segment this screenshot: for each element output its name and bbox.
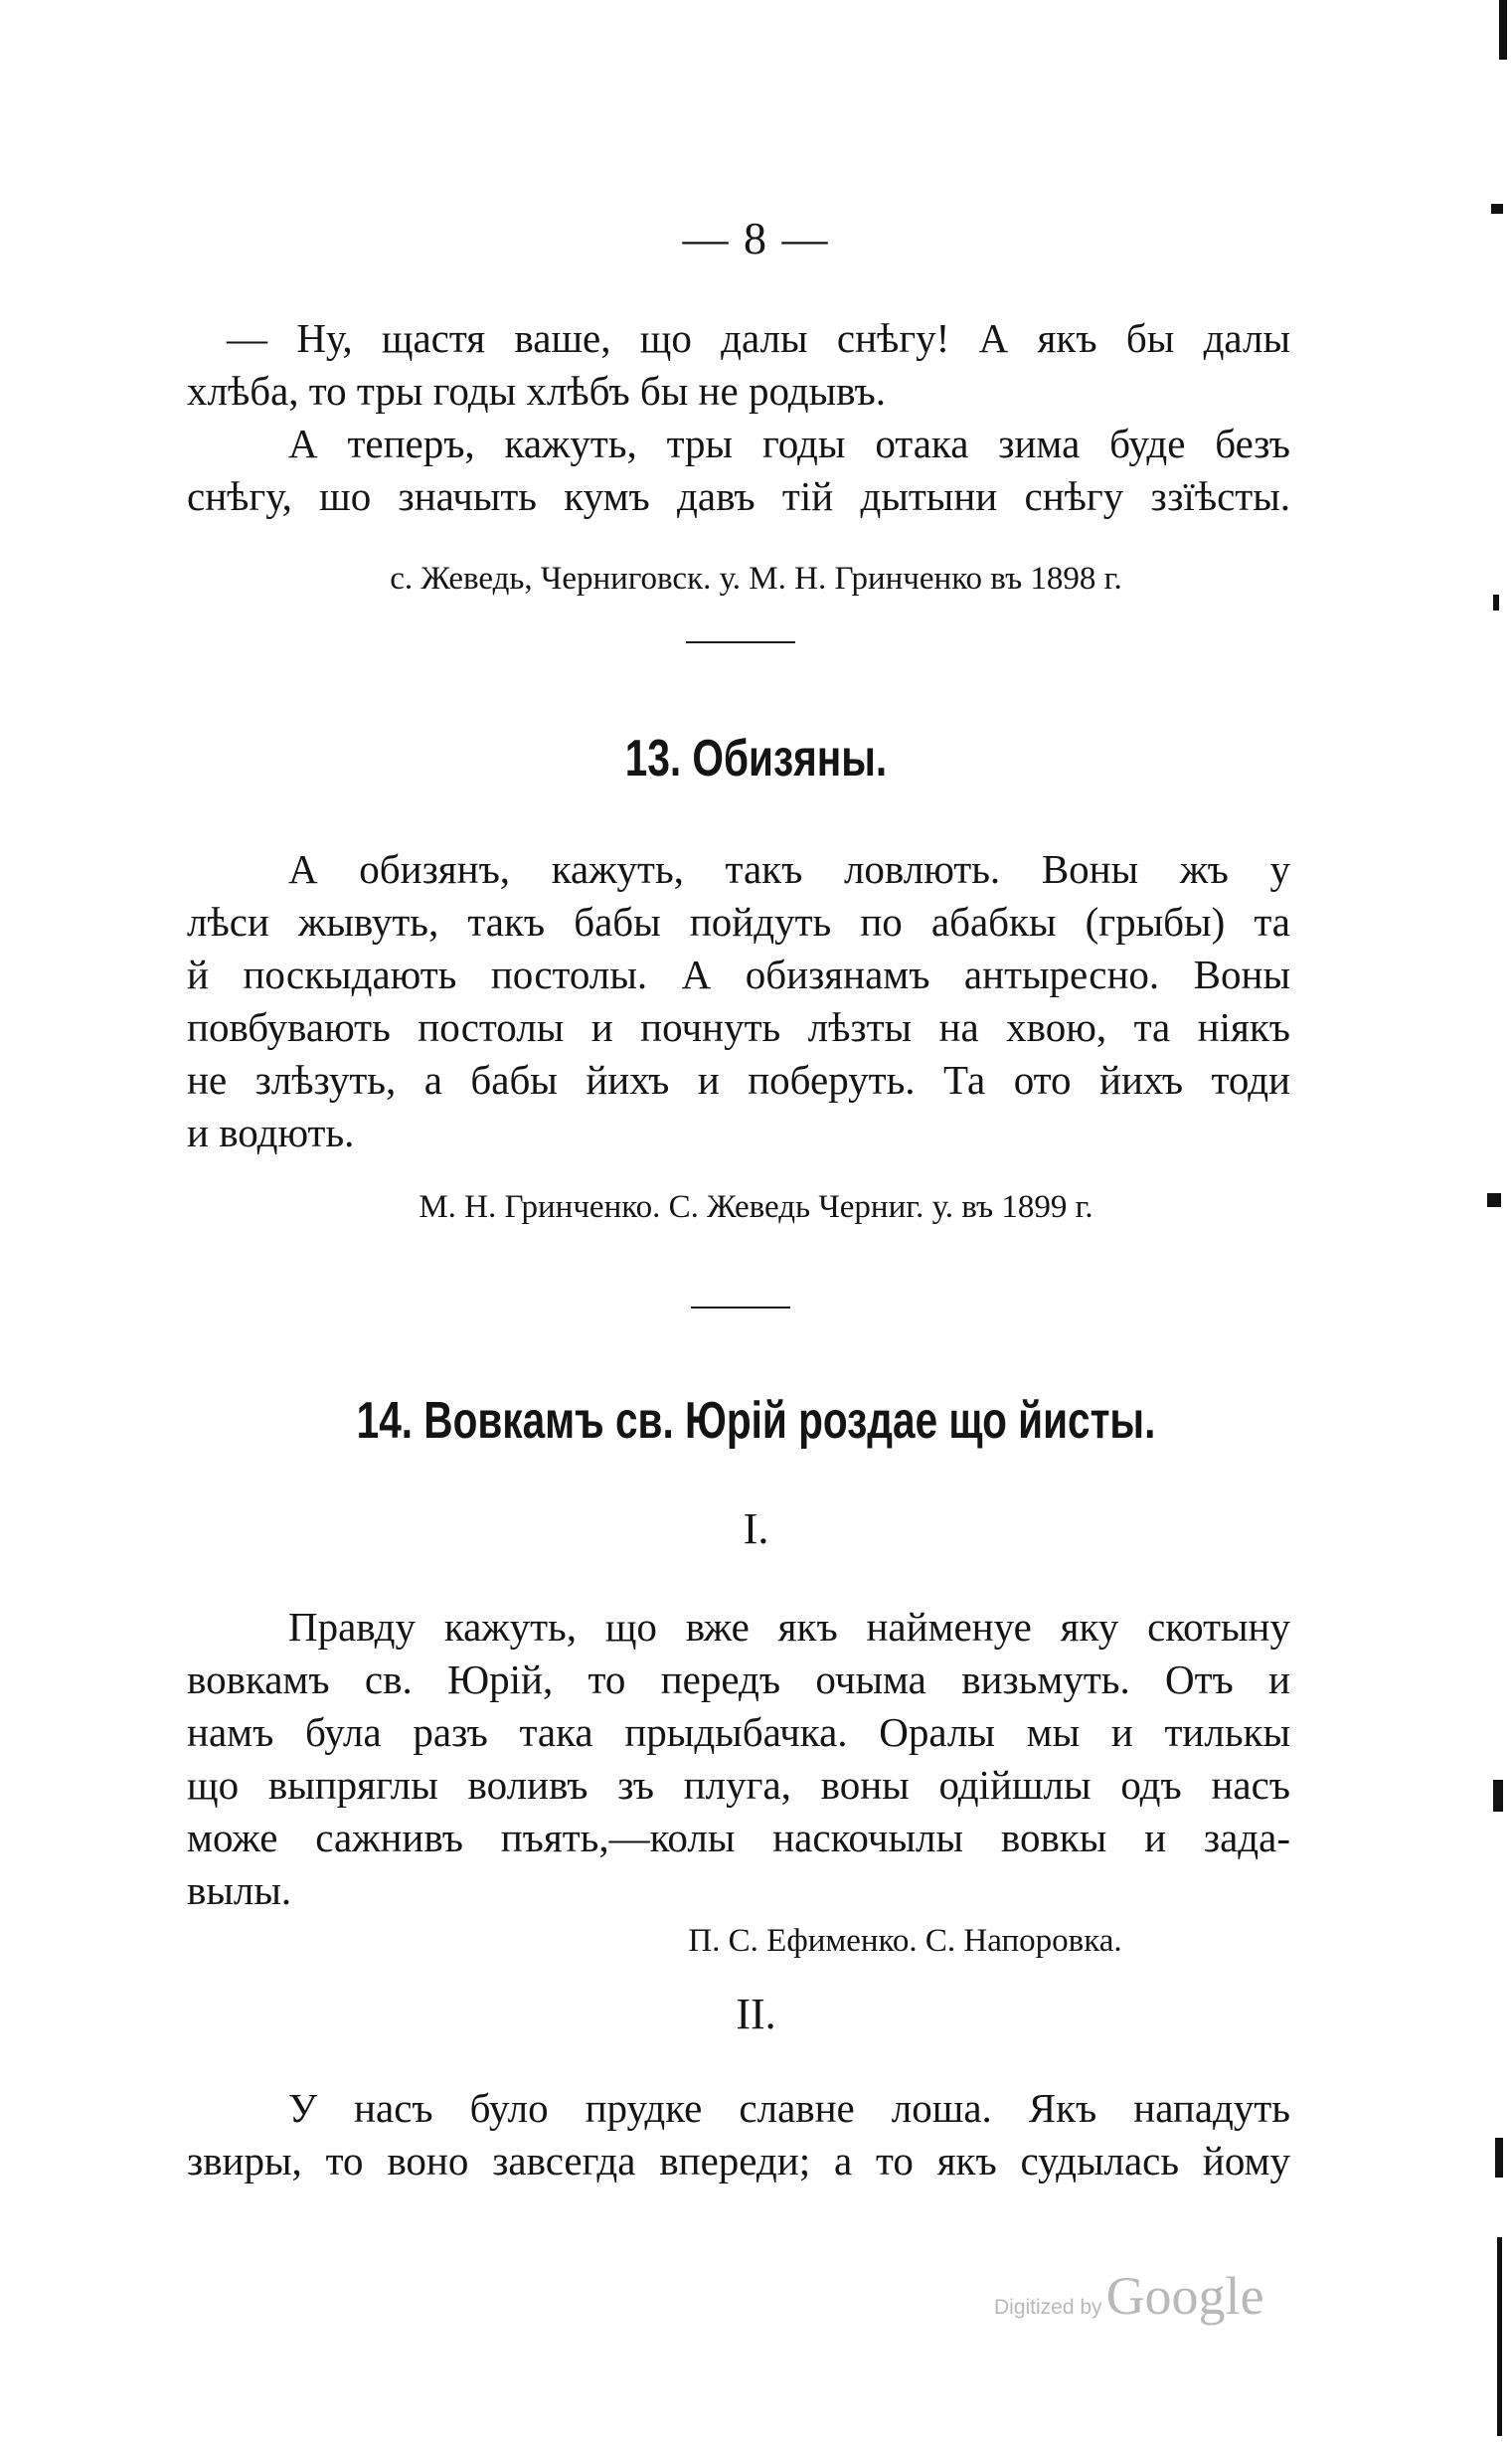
scan-edge-mark bbox=[1495, 2138, 1503, 2178]
story14-part1-line-4: що выпряглы воливъ зъ плуга, воны одійшлы одъ насъ bbox=[187, 1762, 1290, 1808]
story12-line-2: хлѣба, то тры годы хлѣбъ бы не родывъ. bbox=[187, 368, 886, 414]
scan-edge-mark bbox=[1497, 2237, 1502, 2436]
story14-part2-numeral: II. bbox=[736, 1990, 776, 2038]
story13-line-2: лѣси жывуть, такъ бабы пойдуть по абабкы (грыбы) та bbox=[187, 899, 1290, 945]
story12-source: с. Жеведь, Черниговск. у. М. Н. Гринченко въ 1898 г. bbox=[390, 561, 1122, 597]
story14-part1-line-2: вовкамъ св. Юрій, то передъ очыма визьмуть. Отъ и bbox=[187, 1657, 1290, 1702]
story14-title: 14. Вовкамъ св. Юрій роздае що йисты. bbox=[356, 1392, 1156, 1450]
digitized-by-google-watermark bbox=[994, 2265, 1312, 2335]
story12-line-4: снѣгу, шо значыть кумъ давъ тій дытыни снѣгу ззїѣсты. bbox=[187, 473, 1290, 519]
scan-edge-mark bbox=[1491, 204, 1503, 214]
story12-line-3: А теперъ, кажуть, тры годы отака зима буде безъ bbox=[288, 421, 1290, 466]
story13-line-6: и водють. bbox=[187, 1110, 355, 1155]
story14-part1-line-6: вылы. bbox=[187, 1867, 292, 1913]
story13-source: М. Н. Гринченко. С. Жеведь Черниг. у. въ 1899 г. bbox=[419, 1189, 1093, 1225]
story13-title: 13. Обизяны. bbox=[624, 730, 888, 787]
section-divider-1 bbox=[686, 641, 795, 643]
watermark-prefix: Digitized by bbox=[994, 2296, 1102, 2319]
story14-part1-numeral: I. bbox=[743, 1504, 769, 1553]
story14-part1-line-5: може сажнивъ пъять,—колы наскочылы вовкы и зада- bbox=[187, 1815, 1290, 1860]
story13-line-4: повбувають постолы и почнуть лѣзты на хвою, та ніякъ bbox=[187, 1004, 1290, 1050]
story14-part1-source: П. С. Ефименко. С. Напоровка. bbox=[688, 1923, 1122, 1959]
story14-part2-line-2: звиры, то воно завсегда впереди; а то якъ судылась йому bbox=[187, 2138, 1290, 2183]
story12-line-1: — Ну, щастя ваше, що далы снѣгу! А якъ бы далы bbox=[227, 315, 1290, 361]
watermark-brand: Google bbox=[1105, 2266, 1264, 2326]
story13-line-3: й поскыдають постолы. А обизянамъ антыресно. Воны bbox=[187, 952, 1290, 997]
scan-edge-mark bbox=[1487, 1193, 1501, 1207]
story14-part1-line-1: Правду кажуть, що вже якъ найменуе яку скотыну bbox=[288, 1604, 1290, 1650]
scan-edge-mark bbox=[1493, 1780, 1503, 1812]
scan-edge-mark bbox=[1499, 0, 1507, 60]
story13-line-5: не злѣзуть, а бабы йихъ и поберуть. Та ото йихъ тоди bbox=[187, 1057, 1290, 1103]
page-number: — 8 — bbox=[682, 213, 830, 263]
scan-edge-mark bbox=[1493, 595, 1499, 611]
section-divider-2 bbox=[691, 1307, 790, 1309]
story14-part2-line-1: У насъ було прудке славне лоша. Якъ нападуть bbox=[288, 2085, 1290, 2131]
story14-part1-line-3: намъ була разъ така прыдыбачка. Оралы мы и тилькы bbox=[187, 1709, 1290, 1755]
story13-line-1: А обизянъ, кажуть, такъ ловлють. Воны жъ у bbox=[288, 846, 1290, 892]
